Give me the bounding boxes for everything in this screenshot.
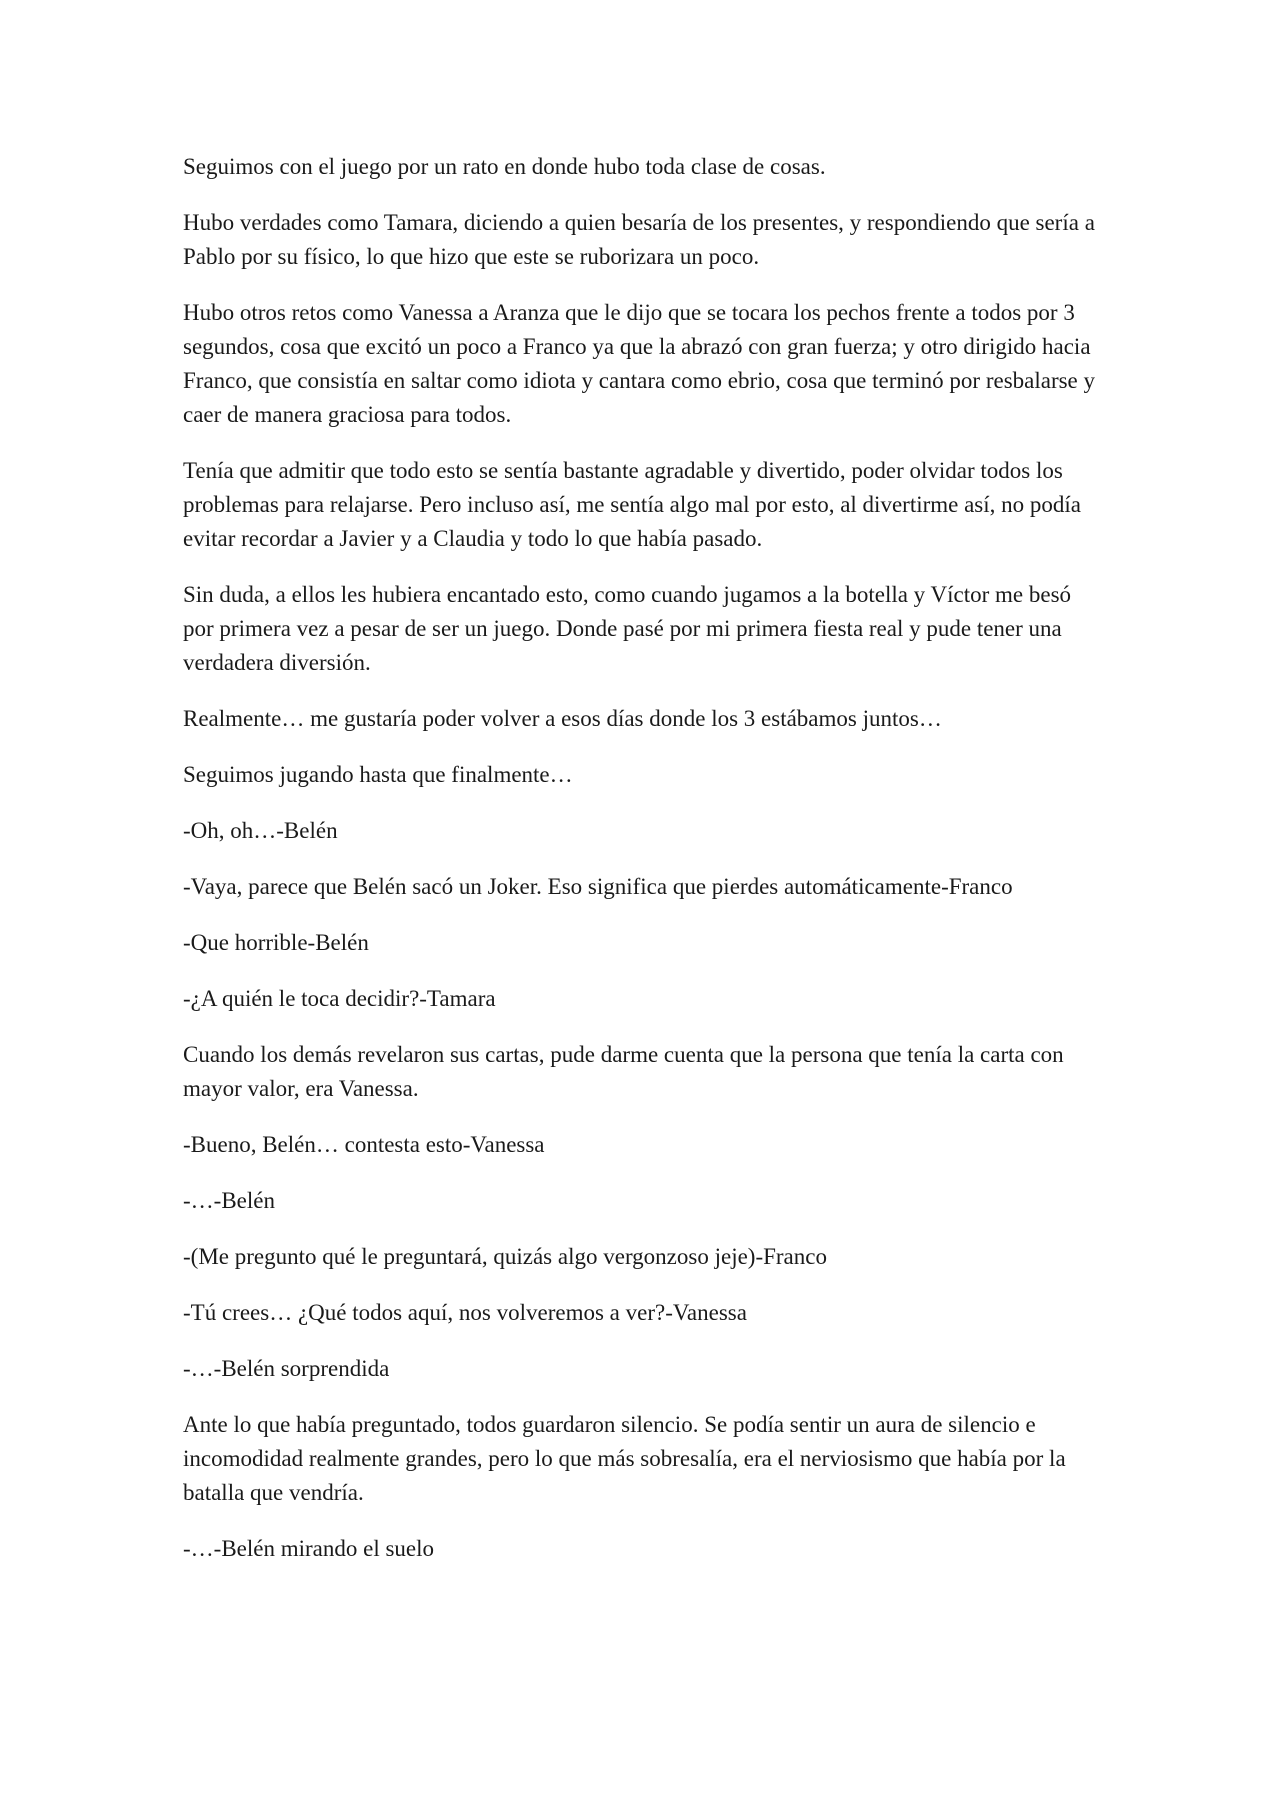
document-page [183, 150, 1103, 1588]
paragraph: Sin duda, a ellos les hubiera encantado esto, como cuando jugamos a la botella y Víctor me besó por primera vez a pesar de ser un juego. Donde pasé por mi primera fiesta real y pude tener una verdadera diversión. [183, 582, 1072, 675]
dialogue-line: -…-Belén [183, 1188, 275, 1213]
dialogue-line: -Oh, oh…-Belén [183, 818, 338, 843]
paragraph: Hubo verdades como Tamara, diciendo a quien besaría de los presentes, y respondiendo que sería a Pablo por su físico, lo que hizo que este se ruborizara un poco. [183, 210, 1095, 269]
dialogue-line: -Bueno, Belén… contesta esto-Vanessa [183, 1132, 545, 1157]
dialogue-line: -…-Belén sorprendida [183, 1356, 390, 1381]
paragraph: Hubo otros retos como Vanessa a Aranza que le dijo que se tocara los pechos frente a todos por 3 segundos, cosa que excitó un poco a Franco ya que la abrazó con gran fuerza; y otro dirigido hacia Franco, que consistía en saltar como idiota y cantara como ebrio, cosa que terminó por resbalarse y caer de manera graciosa para todos. [183, 300, 1096, 427]
dialogue-line: -Vaya, parece que Belén sacó un Joker. Eso significa que pierdes automáticamente-Franco [183, 874, 1013, 899]
paragraph: Ante lo que había preguntado, todos guardaron silencio. Se podía sentir un aura de silencio e incomodidad realmente grandes, pero lo que más sobresalía, era el nerviosismo que había por la batalla que vendría. [183, 1412, 1066, 1505]
paragraph: Realmente… me gustaría poder volver a esos días donde los 3 estábamos juntos… [183, 706, 942, 731]
dialogue-line: -…-Belén mirando el suelo [183, 1536, 435, 1561]
paragraph: Tenía que admitir que todo esto se sentía bastante agradable y divertido, poder olvidar todos los problemas para relajarse. Pero incluso así, me sentía algo mal por esto, al divertirme así, no podía evitar recordar a Javier y a Claudia y todo lo que había pasado. [183, 458, 1081, 551]
dialogue-line: -Que horrible-Belén [183, 930, 369, 955]
paragraph: Seguimos jugando hasta que finalmente… [183, 762, 573, 787]
dialogue-line: -(Me pregunto qué le preguntará, quizás algo vergonzoso jeje)-Franco [183, 1244, 827, 1269]
dialogue-line: -¿A quién le toca decidir?-Tamara [183, 986, 496, 1011]
paragraph: Cuando los demás revelaron sus cartas, pude darme cuenta que la persona que tenía la carta con mayor valor, era Vanessa. [183, 1042, 1064, 1101]
dialogue-line: -Tú crees… ¿Qué todos aquí, nos volveremos a ver?-Vanessa [183, 1300, 747, 1325]
paragraph: Seguimos con el juego por un rato en donde hubo toda clase de cosas. [183, 154, 826, 179]
